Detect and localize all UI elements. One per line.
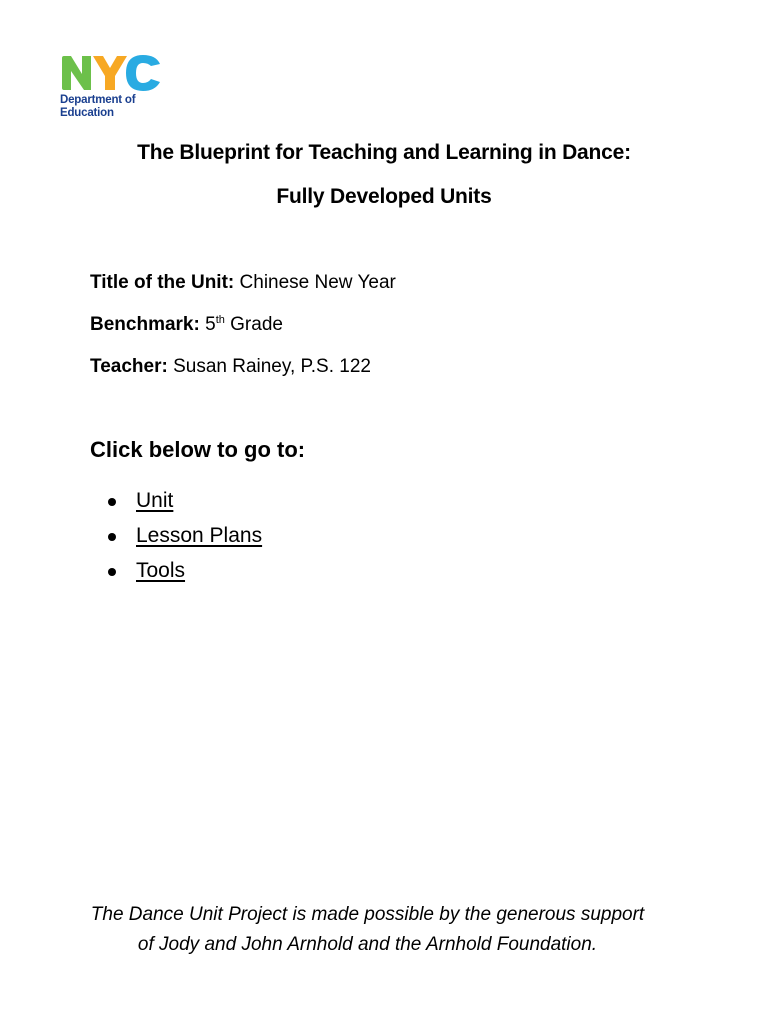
bullet-icon <box>108 568 116 576</box>
navigation-links <box>108 483 262 588</box>
bullet-icon <box>108 533 116 541</box>
navigation-heading: Click below to go to: <box>90 437 306 462</box>
logo-caption <box>60 94 135 120</box>
nyc-logo-mark <box>60 55 164 93</box>
unit-title-value: Chinese New Year <box>239 272 396 293</box>
footer-line1: The Dance Unit Project is made possible by the generous support <box>90 904 645 925</box>
benchmark-number: 5 <box>205 314 216 335</box>
benchmark-row <box>90 314 283 336</box>
footer-line2: of Jody and John Arnhold and the Arnhold Foundation. <box>137 934 598 955</box>
logo-letter-y <box>93 56 127 90</box>
bullet-icon <box>108 498 116 506</box>
teacher-row <box>90 356 371 378</box>
nyc-doe-logo <box>60 55 170 120</box>
teacher-value: Susan Rainey, P.S. 122 <box>173 356 371 377</box>
footer-acknowledgement <box>0 900 735 960</box>
nav-item-unit <box>108 483 262 518</box>
benchmark-label: Benchmark: <box>90 314 200 335</box>
benchmark-grade: Grade <box>230 314 283 335</box>
document-subtitle: Fully Developed Units <box>276 185 492 208</box>
unit-title-label: Title of the Unit: <box>90 272 235 293</box>
link-unit[interactable]: Unit <box>136 488 174 512</box>
benchmark-suffix: th <box>215 314 225 326</box>
link-tools[interactable]: Tools <box>136 558 186 582</box>
link-lesson-plans[interactable]: Lesson Plans <box>136 523 263 547</box>
nav-item-tools <box>108 553 262 588</box>
logo-caption-line1: Department of <box>60 94 136 106</box>
document-title: The Blueprint for Teaching and Learning in Dance: <box>137 141 631 164</box>
nav-item-lesson-plans <box>108 518 262 553</box>
logo-letter-c <box>126 55 160 91</box>
teacher-label: Teacher: <box>90 356 168 377</box>
logo-letter-n <box>62 56 91 90</box>
unit-title-row <box>90 272 396 294</box>
logo-caption-line2: Education <box>60 107 114 119</box>
